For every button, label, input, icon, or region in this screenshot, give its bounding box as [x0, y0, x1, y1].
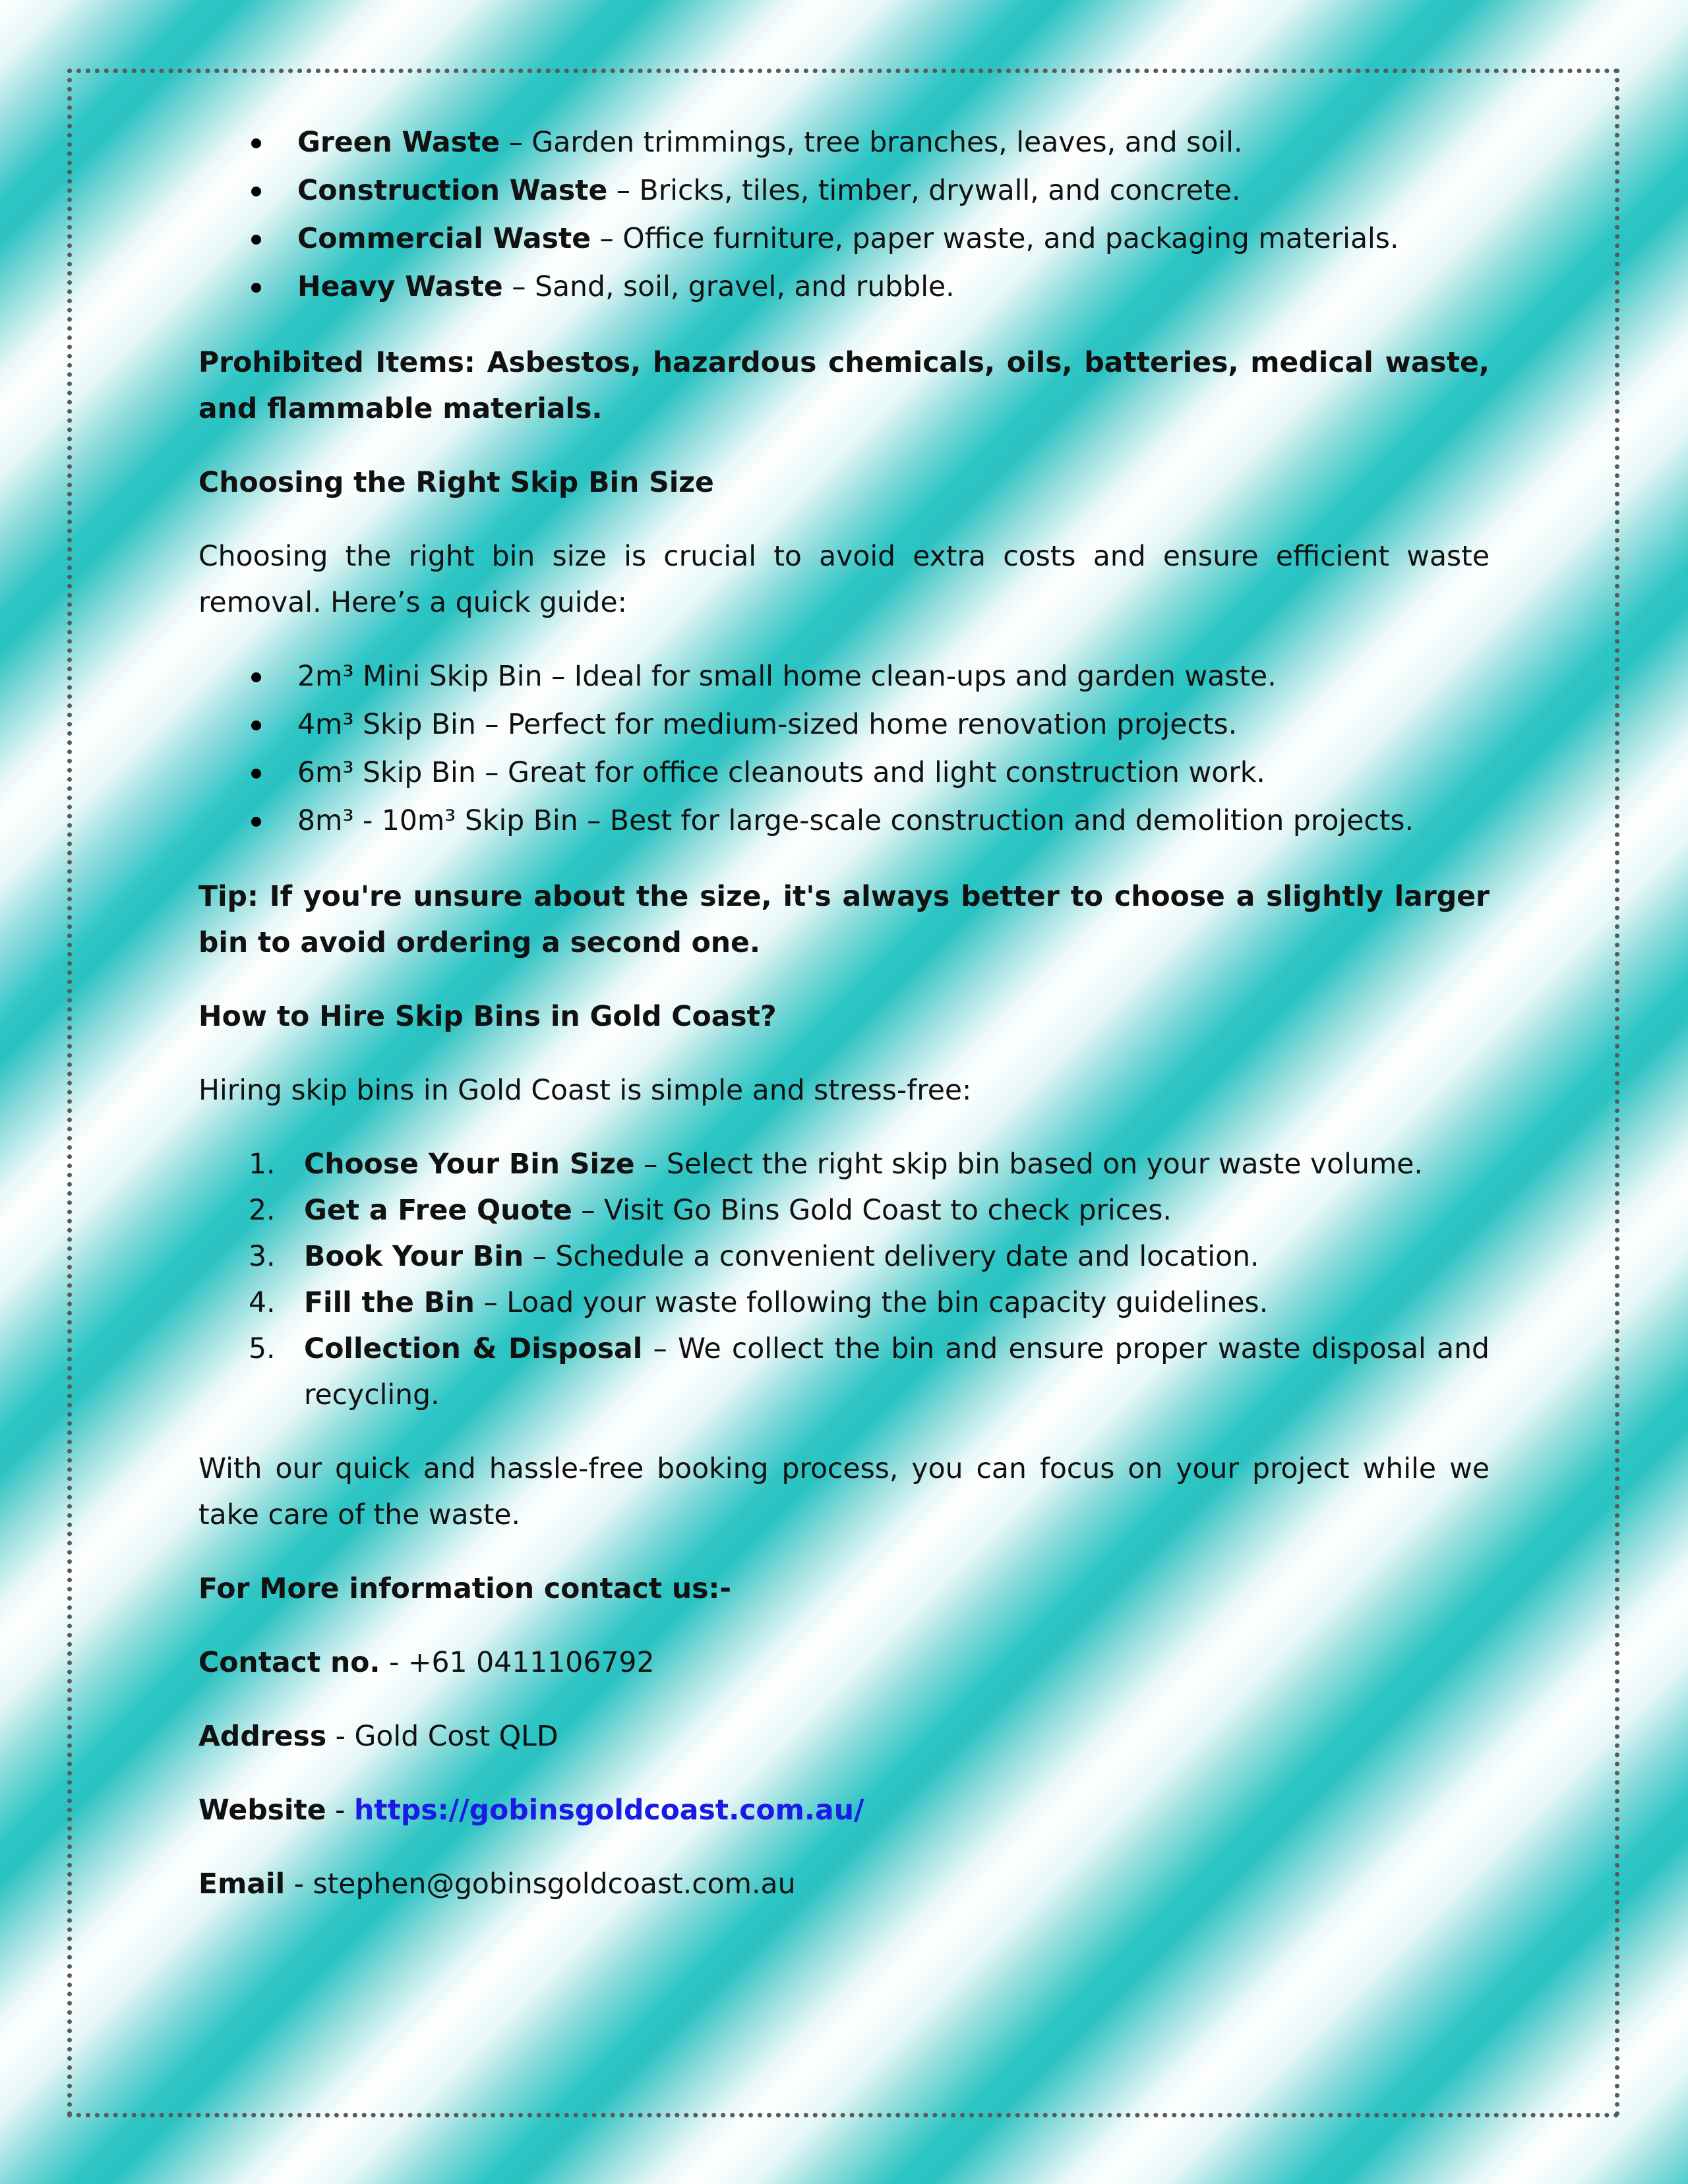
sizes-list — [198, 654, 1490, 846]
email-label: Email — [198, 1868, 286, 1901]
item-desc: – Office furniture, paper waste, and packaging materials. — [591, 223, 1399, 255]
step-desc: – We collect the bin and ensure proper waste disposal and recycling. — [304, 1333, 1490, 1411]
list-item: 8m³ - 10m³ Skip Bin – Best for large-scale construction and demolition projects. — [198, 798, 1490, 846]
step-label: Choose Your Bin Size — [304, 1148, 635, 1181]
step-number: 3. — [249, 1241, 276, 1273]
item-label: Commercial Waste — [297, 223, 591, 255]
document-body — [198, 120, 1490, 1935]
step-label: Collection & Disposal — [304, 1333, 643, 1365]
step-label: Fill the Bin — [304, 1287, 475, 1319]
step-label: Get a Free Quote — [304, 1195, 572, 1227]
steps-list — [198, 1142, 1490, 1419]
step-desc: – Select the right skip bin based on your waste volume. — [634, 1148, 1423, 1181]
contact-email — [198, 1862, 1490, 1908]
phone-value: - +61 0411106792 — [380, 1647, 655, 1679]
step-number: 1. — [249, 1148, 276, 1181]
contact-address — [198, 1714, 1490, 1760]
contact-heading: For More information contact us:- — [198, 1573, 732, 1605]
item-label: Heavy Waste — [297, 271, 503, 303]
size-intro: Choosing the right bin size is crucial to avoid extra costs and ensure efficient waste removal. Here’s a quick guide: — [198, 541, 1490, 619]
list-item: 6m³ Skip Bin – Great for office cleanouts and light construction work. — [198, 750, 1490, 798]
item-desc: – Bricks, tiles, timber, drywall, and concrete. — [607, 175, 1241, 207]
list-item — [198, 1142, 1490, 1188]
list-item: 2m³ Mini Skip Bin – Ideal for small home clean-ups and garden waste. — [198, 654, 1490, 702]
list-item — [198, 120, 1490, 168]
phone-label: Contact no. — [198, 1647, 380, 1679]
contact-phone — [198, 1640, 1490, 1686]
address-label: Address — [198, 1721, 327, 1753]
step-number: 4. — [249, 1287, 276, 1319]
contact-website — [198, 1788, 1490, 1834]
item-label: Construction Waste — [297, 175, 608, 207]
step-desc: – Schedule a convenient delivery date and location. — [524, 1241, 1259, 1273]
list-item — [198, 264, 1490, 312]
list-item: 4m³ Skip Bin – Perfect for medium-sized home renovation projects. — [198, 702, 1490, 750]
hire-intro: Hiring skip bins in Gold Coast is simple and stress-free: — [198, 1075, 972, 1107]
list-item — [198, 1188, 1490, 1234]
hire-heading: How to Hire Skip Bins in Gold Coast? — [198, 1001, 777, 1033]
prohibited-items: Prohibited Items: Asbestos, hazardous chemicals, oils, batteries, medical waste, and flammable materials. — [198, 347, 1490, 425]
website-label: Website — [198, 1794, 326, 1827]
list-item — [198, 168, 1490, 216]
tip: Tip: If you're unsure about the size, it's always better to choose a slightly larger bin to avoid ordering a second one. — [198, 881, 1490, 959]
waste-types-list — [198, 120, 1490, 312]
website-link[interactable]: https://gobinsgoldcoast.com.au/ — [353, 1794, 864, 1827]
size-heading: Choosing the Right Skip Bin Size — [198, 467, 714, 499]
website-sep: - — [326, 1794, 354, 1827]
list-item — [198, 1280, 1490, 1326]
item-desc: – Garden trimmings, tree branches, leaves, and soil. — [500, 127, 1243, 159]
item-label: Green Waste — [297, 127, 500, 159]
step-desc: – Visit Go Bins Gold Coast to check prices. — [572, 1195, 1172, 1227]
list-item — [198, 1234, 1490, 1280]
step-number: 2. — [249, 1195, 276, 1227]
step-label: Book Your Bin — [304, 1241, 524, 1273]
closing-text: With our quick and hassle-free booking process, you can focus on your project while we take care of the waste. — [198, 1453, 1490, 1531]
address-value: - Gold Cost QLD — [326, 1721, 558, 1753]
step-desc: – Load your waste following the bin capacity guidelines. — [474, 1287, 1269, 1319]
step-number: 5. — [249, 1333, 276, 1365]
item-desc: – Sand, soil, gravel, and rubble. — [502, 271, 955, 303]
list-item — [198, 216, 1490, 264]
email-value: - stephen@gobinsgoldcoast.com.au — [285, 1868, 796, 1901]
list-item — [198, 1326, 1490, 1419]
